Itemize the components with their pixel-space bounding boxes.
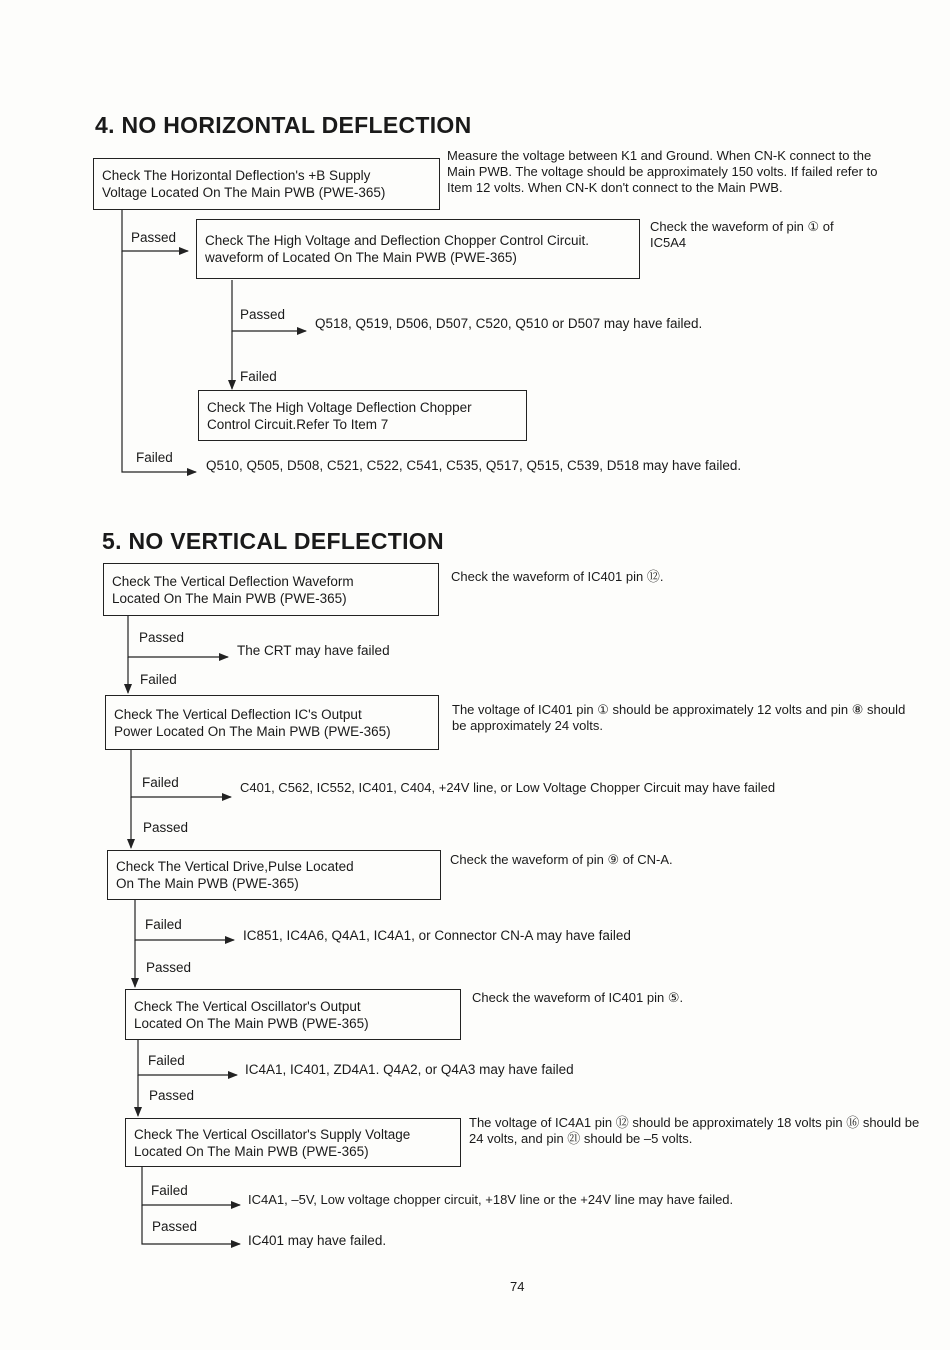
connector-failed1 <box>122 251 196 472</box>
box-line: Located On The Main PWB (PWE-365) <box>112 590 347 606</box>
label-failed: Failed <box>136 450 173 465</box>
box-vertical-ic-output-power <box>105 695 439 750</box>
note-b-supply-voltage: Measure the voltage between K1 and Ground. When CN-K connect to the Main PWB. The voltage should be approximately 150 volts. If failed refer to Item 12 volts. When CN-K don't connect to the Main PWB. <box>447 148 878 195</box>
note-ic4a1-voltages: The voltage of IC4A1 pin ⑫ should be approximately 18 volts pin ⑯ should be 24 volts, and pin ㉑ should be –5 volts. <box>469 1115 920 1146</box>
label-failed: Failed <box>151 1183 188 1198</box>
label-failed: Failed <box>140 672 177 687</box>
box-line: Check The High Voltage and Deflection Chopper Control Circuit. <box>205 233 589 248</box>
box-vertical-oscillator-supply <box>125 1118 461 1167</box>
box-horizontal-b-supply <box>93 158 440 210</box>
box-line: On The Main PWB (PWE-365) <box>116 876 299 891</box>
label-passed: Passed <box>143 820 189 835</box>
label-passed: Passed <box>152 1219 198 1234</box>
result-oscillator-components: IC4A1, IC401, ZD4A1. Q4A2, or Q4A3 may have failed <box>245 1062 574 1077</box>
result-ic401: IC401 may have failed. <box>248 1233 387 1248</box>
note-line: IC5A4 <box>650 235 687 250</box>
connector-passed2 <box>232 280 306 331</box>
page-number: 74 <box>510 1279 525 1294</box>
box-line: Control Circuit.Refer To Item 7 <box>207 416 389 432</box>
section5-title: 5. NO VERTICAL DEFLECTION <box>102 528 444 554</box>
label-passed: Passed <box>146 960 192 975</box>
note-cn-a-pin9: Check the waveform of pin ⑨ of CN-A. <box>450 852 673 867</box>
box-line: Located On The Main PWB (PWE-365) <box>134 1143 369 1159</box>
box-vertical-drive-pulse <box>107 850 441 900</box>
note-line: Check the waveform of pin ① of <box>650 219 834 234</box>
label-passed: Passed <box>131 230 177 245</box>
box-hv-chopper-control <box>196 219 640 279</box>
box-vertical-deflection-waveform <box>103 563 439 616</box>
note-ic401-pin5: Check the waveform of IC401 pin ⑤. <box>472 990 684 1005</box>
box-line: Check The Vertical Drive,Pulse Located <box>116 859 354 874</box>
box-line: Check The High Voltage Deflection Chopper <box>207 399 472 415</box>
box-line: waveform of Located On The Main PWB (PWE-365) <box>205 250 517 265</box>
note-ic401-pin12: Check the waveform of IC401 pin ⑫. <box>451 569 664 584</box>
box-line: Located On The Main PWB (PWE-365) <box>134 1015 369 1031</box>
box-line: Check The Vertical Oscillator's Output <box>134 998 361 1014</box>
result-crt: The CRT may have failed <box>237 643 390 658</box>
box-hv-chopper-refer-item7 <box>198 390 527 441</box>
box-line: Voltage Located On The Main PWB (PWE-365) <box>102 185 386 200</box>
result-supply-components: IC4A1, –5V, Low voltage chopper circuit, +18V line or the +24V line may have failed. <box>248 1192 734 1207</box>
label-passed: Passed <box>149 1088 195 1103</box>
label-failed: Failed <box>148 1053 185 1068</box>
note-ic401-voltages: The voltage of IC401 pin ① should be approximately 12 volts and pin ⑧ should be approximately 24 volts. <box>452 702 906 733</box>
result-failed-components: Q510, Q505, D508, C521, C522, C541, C535, Q517, Q515, C539, D518 may have failed. <box>206 458 742 473</box>
label-failed: Failed <box>145 917 182 932</box>
box-line: Check The Vertical Deflection Waveform <box>112 573 354 589</box>
box-line: Check The Horizontal Deflection's +B Supply <box>102 168 371 183</box>
box-line: Check The Vertical Deflection IC's Output <box>114 706 362 722</box>
label-failed: Failed <box>142 775 179 790</box>
label-failed: Failed <box>240 369 277 384</box>
result-power-components: C401, C562, IC552, IC401, C404, +24V line, or Low Voltage Chopper Circuit may have failed <box>240 780 776 795</box>
box-line: Power Located On The Main PWB (PWE-365) <box>114 723 391 739</box>
result-drive-components: IC851, IC4A6, Q4A1, IC4A1, or Connector CN-A may have failed <box>243 928 631 943</box>
note-ic5a4-waveform <box>650 219 910 251</box>
result-passed-components: Q518, Q519, D506, D507, C520, Q510 or D507 may have failed. <box>315 316 703 331</box>
section4-title: 4. NO HORIZONTAL DEFLECTION <box>95 112 472 138</box>
label-passed: Passed <box>139 630 185 645</box>
box-line: Check The Vertical Oscillator's Supply Voltage <box>134 1126 411 1142</box>
label-passed: Passed <box>240 307 286 322</box>
box-vertical-oscillator-output <box>125 989 461 1040</box>
